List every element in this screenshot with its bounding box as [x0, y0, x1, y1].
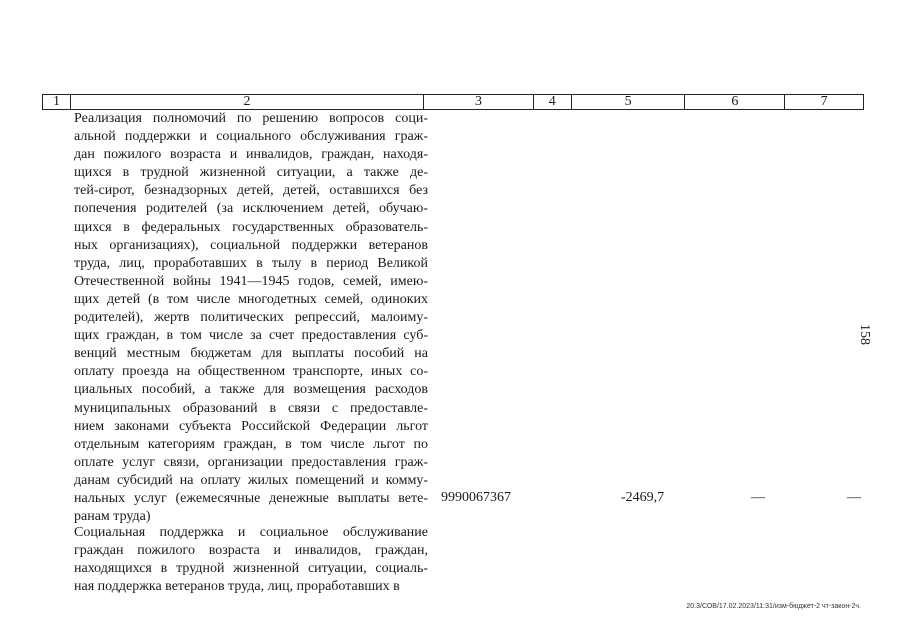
text-line: находящихся в трудной жизненной ситуации, социаль-	[74, 561, 428, 577]
text-line: ранам труда)	[74, 509, 151, 525]
text-line: ных организациях), социальной поддержки ветеранов	[74, 237, 428, 253]
text-line: Реализация полномочий по решению вопросов соци-	[74, 111, 428, 126]
text-line: родителей), жертв политических репрессий, малоиму-	[74, 310, 428, 326]
column-header-5: 5	[572, 95, 686, 109]
text-line: щихся в трудной жизненной ситуации, а также де-	[74, 165, 428, 181]
column-6-dash: —	[751, 490, 765, 505]
column-header-6: 6	[685, 95, 785, 109]
text-line: щих граждан, в том числе за счет предоставления суб-	[74, 328, 428, 344]
text-line: граждан пожилого возраста и инвалидов, граждан,	[74, 543, 428, 559]
column-header-4: 4	[534, 95, 572, 109]
amount-value: -2469,7	[621, 490, 665, 505]
column-header-7: 7	[820, 94, 828, 109]
row-description-paragraph	[74, 110, 428, 526]
text-line: венций местным бюджетам для выплаты пособий на	[74, 346, 428, 362]
text-line: тей-сирот, безнадзорных детей, детей, оставшихся без	[74, 183, 428, 199]
column-header-3: 3	[424, 95, 534, 109]
next-row-description-paragraph	[74, 524, 428, 596]
text-line: труда, лиц, проработавших в тылу в период Великой	[74, 255, 428, 271]
text-line: нием законами субъекта Российской Федерации льгот	[74, 418, 428, 434]
text-line: муниципальных образований в связи с предоставле-	[74, 400, 428, 416]
text-line: данам субсидий на оплату жилых помещений и комму-	[74, 472, 428, 488]
column-7-dash: —	[847, 490, 861, 505]
text-line: нальных услуг (ежемесячные денежные выплаты вете-	[74, 490, 428, 506]
page-number: 158	[857, 324, 872, 345]
column-header-1: 1	[43, 95, 71, 109]
budget-code: 9990067367	[441, 490, 511, 505]
text-line: дан пожилого возраста и инвалидов, граждан, находя-	[74, 147, 428, 163]
text-line: Отечественной войны 1941—1945 годов, семей, имею-	[74, 273, 428, 289]
column-header-2: 2	[71, 95, 424, 109]
text-line: оплате услуг связи, организации предоставления граж-	[74, 454, 428, 470]
text-line: Социальная поддержка и социальное обслуживание	[74, 525, 428, 540]
footer-file-path: 20.3/СОВ/17.02.2023/11:31/изм-бюджет-2 чт-закон-2ч.	[686, 603, 861, 610]
table-header-row	[42, 94, 864, 110]
text-line: альной поддержки и социального обслуживания граж-	[74, 129, 428, 145]
text-line: щихся в федеральных государственных образователь-	[74, 219, 428, 235]
text-line: отдельным категориям граждан, в том числе льгот по	[74, 436, 428, 452]
text-line: ная поддержка ветеранов труда, лиц, проработавших в	[74, 579, 400, 595]
text-line: попечения родителей (за исключением детей, обучаю-	[74, 201, 428, 217]
text-line: оплату проезда на общественном транспорте, иных со-	[74, 364, 428, 380]
text-line: циальных пособий, а также для возмещения расходов	[74, 382, 428, 398]
text-line: щих детей (в том числе многодетных семей, одиноких	[74, 291, 428, 307]
